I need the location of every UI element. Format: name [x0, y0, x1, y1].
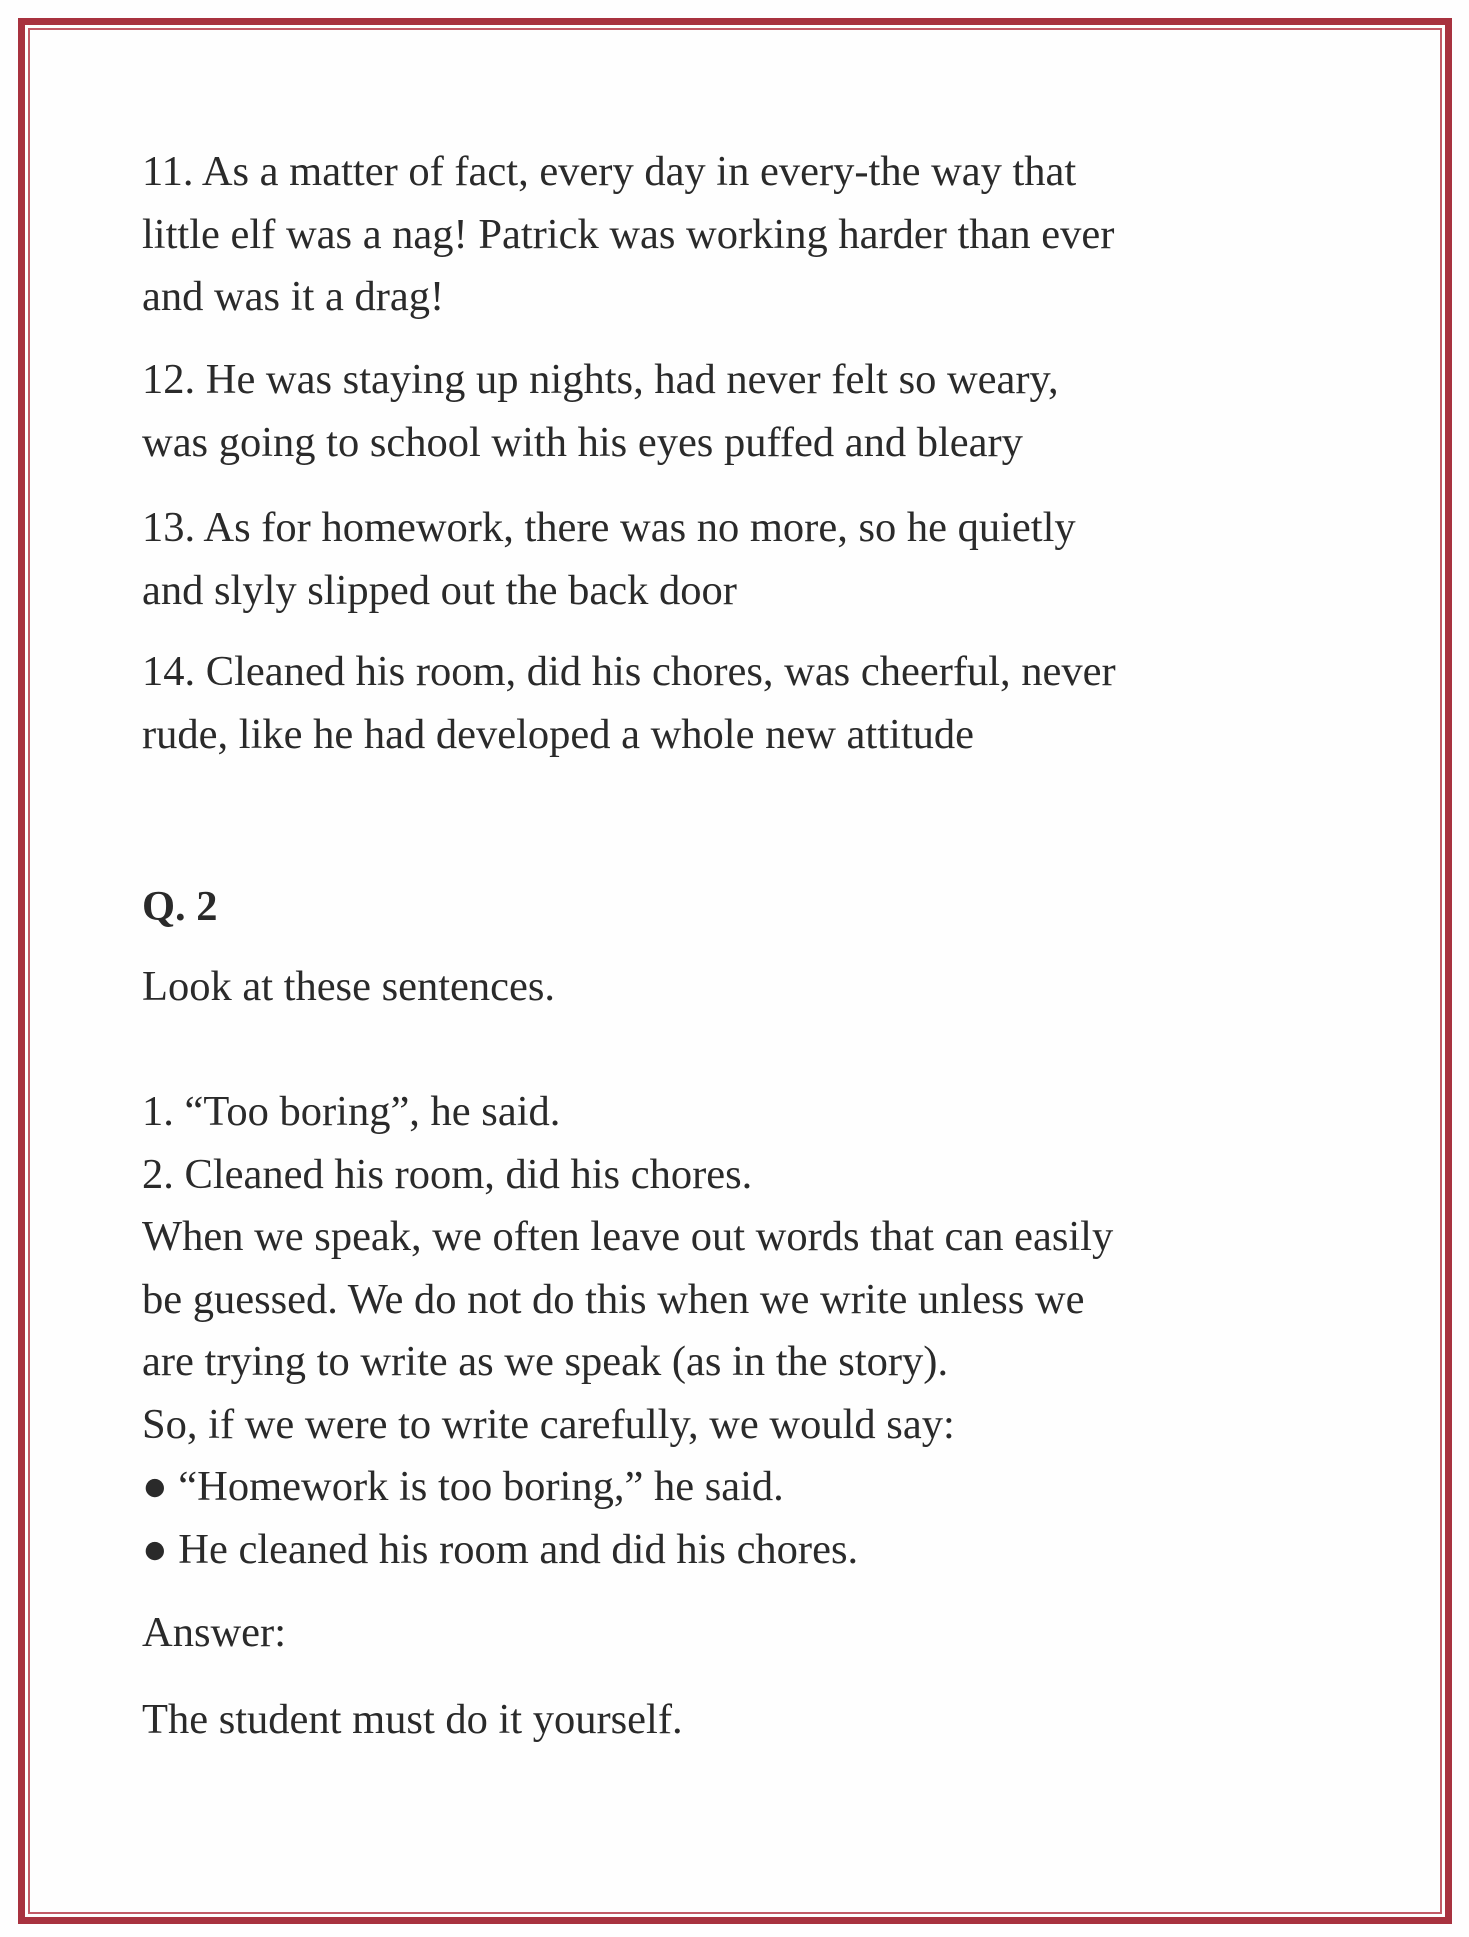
- text-line: and was it a drag!: [142, 273, 445, 320]
- question-body: [142, 1081, 1113, 1581]
- text-line: rude, like he had developed a whole new attitude: [142, 710, 974, 758]
- explanation-line: be guessed. We do not do this when we write unless we: [142, 1275, 1085, 1323]
- text-line: and slyly slipped out the back door: [142, 566, 737, 614]
- answer-item-11: [142, 141, 1114, 329]
- text-line: little elf was a nag! Patrick was working harder than ever: [142, 210, 1115, 258]
- question-prompt: Look at these sentences.: [142, 963, 556, 1010]
- question-heading: Q. 2: [142, 883, 218, 930]
- text-line: 11. As a matter of fact, every day in every-the way that: [142, 148, 1077, 195]
- text-line: 13. As for homework, there was no more, so he quietly: [142, 504, 1076, 551]
- text-line: 12. He was staying up nights, had never felt so weary,: [142, 356, 1059, 403]
- explanation-line: So, if we were to write carefully, we would say:: [142, 1400, 955, 1448]
- answer-item-13: [142, 497, 1076, 622]
- answer-item-14: [142, 641, 1116, 766]
- answer-item-12: [142, 349, 1059, 474]
- explanation-line: When we speak, we often leave out words that can easily: [142, 1213, 1114, 1260]
- example-sentence: 1. “Too boring”, he said.: [142, 1088, 561, 1135]
- answer-label: Answer:: [142, 1609, 286, 1656]
- explanation-line: are trying to write as we speak (as in the story).: [142, 1338, 949, 1385]
- bullet-item: ● He cleaned his room and did his chores.: [142, 1525, 859, 1573]
- answer-text: The student must do it yourself.: [142, 1696, 683, 1743]
- bullet-item: ● “Homework is too boring,” he said.: [142, 1463, 784, 1510]
- text-line: 14. Cleaned his room, did his chores, was cheerful, never: [142, 648, 1116, 695]
- text-line: was going to school with his eyes puffed and bleary: [142, 418, 1023, 466]
- example-sentence: 2. Cleaned his room, did his chores.: [142, 1150, 753, 1198]
